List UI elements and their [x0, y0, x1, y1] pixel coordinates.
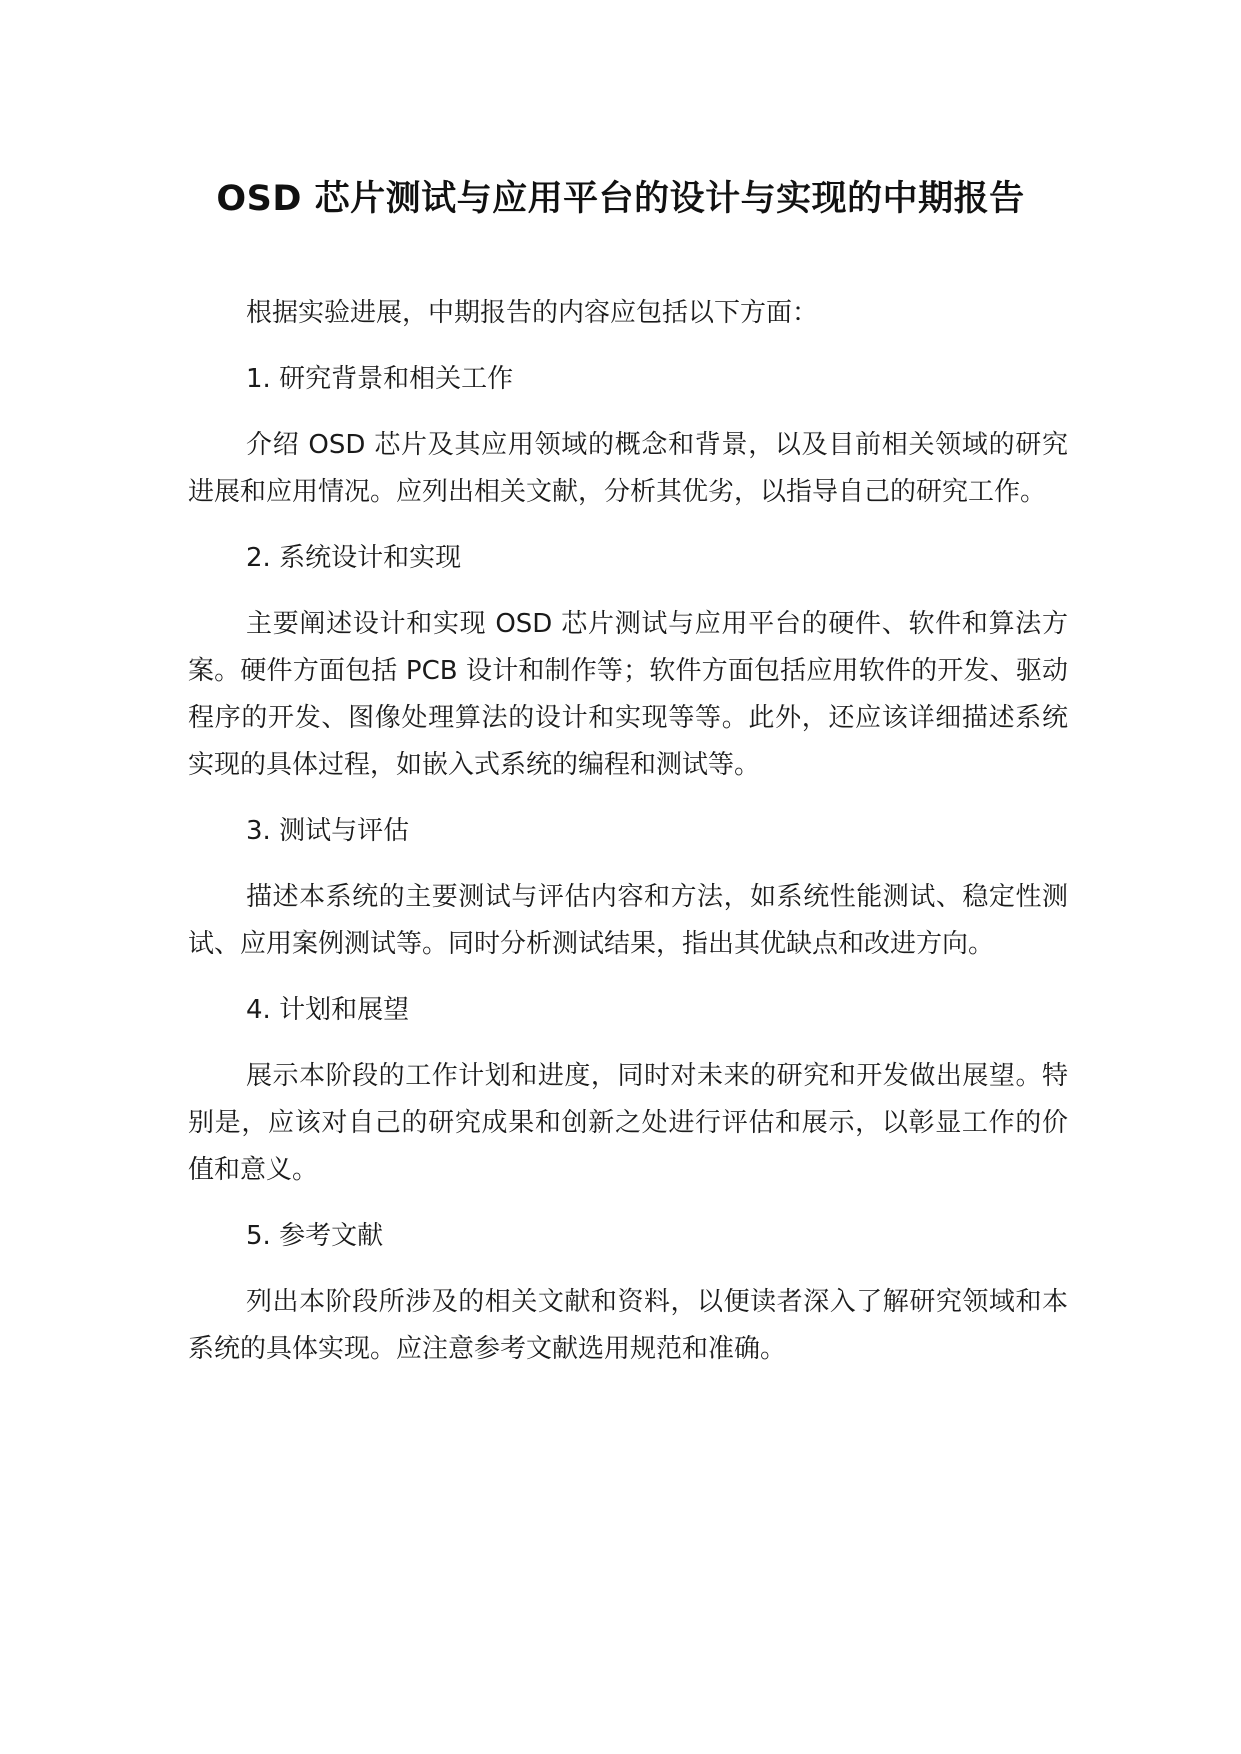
section-body-references: 列出本阶段所涉及的相关文献和资料，以便读者深入了解研究领域和本系统的具体实现。应注意参考文献选用规范和准确。 — [188, 1287, 1068, 1364]
section-heading-system-design: 2. 系统设计和实现 — [246, 543, 462, 573]
section-heading-plan-outlook: 4. 计划和展望 — [246, 995, 410, 1025]
section-body-research-background: 介绍 OSD 芯片及其应用领域的概念和背景，以及目前相关领域的研究进展和应用情况。应列出相关文献，分析其优劣，以指导自己的研究工作。 — [188, 430, 1068, 507]
section-heading-research-background: 1. 研究背景和相关工作 — [246, 364, 514, 394]
section-body-testing-evaluation: 描述本系统的主要测试与评估内容和方法，如系统性能测试、稳定性测试、应用案例测试等。同时分析测试结果，指出其优缺点和改进方向。 — [188, 882, 1068, 959]
section-body-system-design: 主要阐述设计和实现 OSD 芯片测试与应用平台的硬件、软件和算法方案。硬件方面包括 PCB 设计和制作等；软件方面包括应用软件的开发、驱动程序的开发、图像处理算法的设计和实现等等。此外，还应该详细描述系统实现的具体过程，如嵌入式系统的编程和测试等。 — [188, 609, 1068, 780]
document-title: OSD 芯片测试与应用平台的设计与实现的中期报告 — [216, 179, 1025, 219]
section-heading-references: 5. 参考文献 — [246, 1221, 384, 1251]
document-body — [188, 290, 1068, 1392]
section-body-plan-outlook: 展示本阶段的工作计划和进度，同时对未来的研究和开发做出展望。特别是，应该对自己的研究成果和创新之处进行评估和展示，以彰显工作的价值和意义。 — [188, 1061, 1068, 1185]
section-heading-testing-evaluation: 3. 测试与评估 — [246, 816, 410, 846]
intro-paragraph: 根据实验进展，中期报告的内容应包括以下方面： — [246, 298, 819, 328]
